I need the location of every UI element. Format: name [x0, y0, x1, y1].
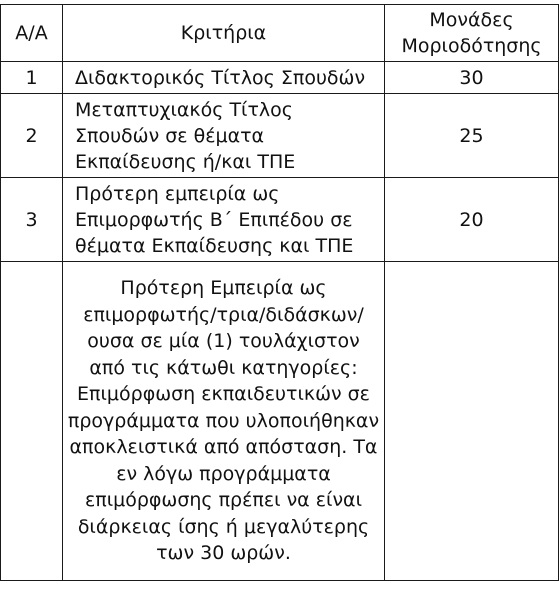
table-row: [1, 94, 559, 178]
header-points: [385, 5, 559, 62]
header-points-line1: Μονάδες: [429, 9, 514, 31]
table-row: [1, 62, 559, 94]
row-number: 1: [1, 62, 63, 94]
row-criteria: Μεταπτυχιακός Τίτλος Σπουδών σε θέματα Εκπαίδευσης ή/και ΤΠΕ: [63, 94, 385, 178]
row-number: [1, 262, 63, 581]
criteria-table: [0, 4, 559, 581]
table-row: [1, 178, 559, 262]
row-criteria: Διδακτορικός Τίτλος Σπουδών: [63, 62, 385, 94]
header-criteria: Κριτήρια: [63, 5, 385, 62]
row-criteria: Πρότερη Εμπειρία ως επιμορφωτής/τρια/διδάσκων/ουσα σε μία (1) τουλάχιστον από τις κάτωθι κατηγορίες: Επιμόρφωση εκπαιδευτικών σε προγράμματα που υλοποιήθηκαν αποκλειστικά από απόσταση. Τα εν λόγω προγράμματα επιμόρφωσης πρέπει να είναι διάρκειας ίσης ή μεγαλύτερης των 30 ωρών.: [63, 262, 385, 581]
header-num: Α/Α: [1, 5, 63, 62]
row-number: 3: [1, 178, 63, 262]
row-criteria: Πρότερη εμπειρία ως Επιμορφωτής Β΄ Επιπέδου σε θέματα Εκπαίδευσης και ΤΠΕ: [63, 178, 385, 262]
row-points: [385, 262, 559, 581]
row-points: 25: [385, 94, 559, 178]
row-number: 2: [1, 94, 63, 178]
row-points: 30: [385, 62, 559, 94]
table-header-row: [1, 5, 559, 62]
row-points: 20: [385, 178, 559, 262]
table-row: [1, 262, 559, 581]
header-points-line2: Μοριοδότησης: [401, 35, 542, 57]
